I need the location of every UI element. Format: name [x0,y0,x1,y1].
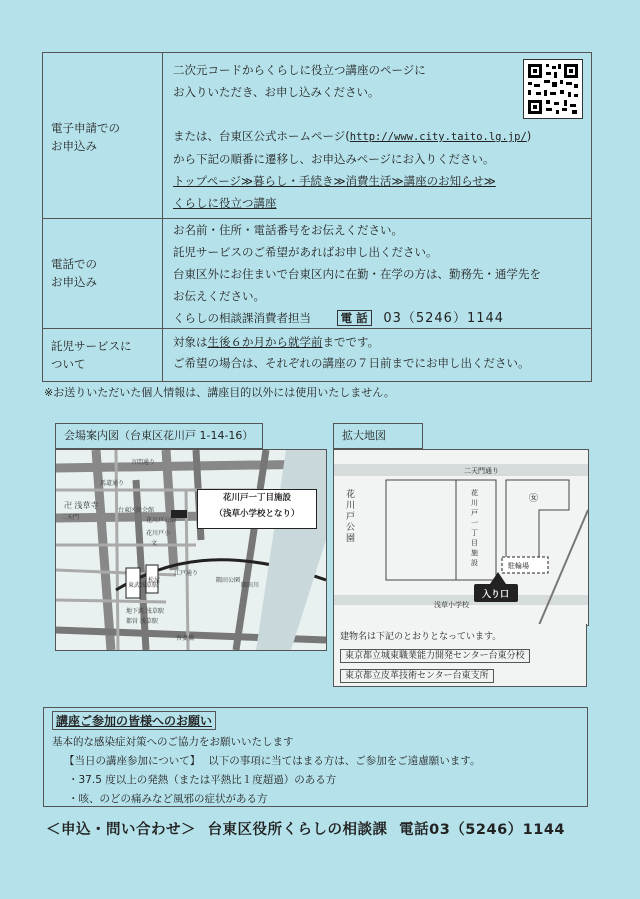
online-application-row [43,53,591,218]
building-name-2: 東京都立皮革技術センター台東支所 [340,669,494,683]
online-application-content: 二次元コードからくらしに役立つ講座のページに お入りいただき、お申し込みください。 または、台東区公式ホームページ(http://www.city.taito.lg.jp/) から下記の順番に遷移し、お申込みページにお入りください。 トップページ≫暮らし・手続き≫消費生活≫講座のお知らせ≫ くらしに役立つ講座 [173,59,583,214]
venue-map-title: 会場案内図（台東区花川戸 1-14-16） [55,423,263,449]
building-name-note: 建物名は下記のとおりとなっています。 東京都立城東職業能力開発センター台東分校 東京都立皮革技術センター台東支所 [333,624,587,687]
course-page-link[interactable]: くらしに役立つ講座 [173,196,277,210]
phone-number[interactable]: 03（5246）1144 [383,311,505,326]
online-application-label: 電子申請での お申込み [43,53,163,218]
footer-phone[interactable]: 電話03（5246）1144 [399,822,566,838]
phone-application-label: 電話での お申込み [43,219,163,328]
entrance-label: 入り口 [482,590,510,600]
contact-footer: ＜申込・問い合わせ＞ 台東区役所くらしの相談課 電話03（5246）1144 [46,822,566,838]
enlarged-map: 二天門通り 花川戸公園 花川戸一丁目施設 駐輪場 ㊛ 浅草小学校 入り口 [333,449,589,626]
childcare-row [43,328,591,381]
privacy-note: ※お送りいただいた個人情報は、講座目的以外には使用いたしません。 [44,386,395,399]
venue-map-roads [56,450,326,650]
childcare-content: 対象は生後６か月から就学前までです。 ご希望の場合は、それぞれの講座の７日前までにお申し出ください。 [173,335,530,370]
childcare-label: 託児サービスに ついて [43,329,163,381]
enlarged-map-roads [334,450,588,625]
enlarged-map-title: 拡大地図 [333,423,423,449]
navigation-path: トップページ≫暮らし・手続き≫消費生活≫講座のお知らせ≫ [173,174,496,188]
phone-label: 電 話 [337,310,372,326]
contact-department: くらしの相談課消費者担当 [173,311,311,325]
qr-code[interactable] [523,59,583,119]
venue-map: 言問通り 馬道通り 卍 浅草寺 二天門 台東区民会館 花川戸公園 花川戸小 文 江戸通り 隅田公園 隅田川 東武浅草駅 松屋 地下鉄 浅草駅 都営 浅草駅 吾妻橋 [55,449,327,651]
building-name-1: 東京都立城東職業能力開発センター台東分校 [340,649,530,663]
phone-application-row [43,218,591,328]
notice-heading: 講座ご参加の皆様へのお願い [52,711,216,730]
venue-callout: 花川戸一丁目施設 （浅草小学校となり） [197,489,317,529]
application-table [42,52,592,382]
phone-application-content: お名前・住所・電話番号をお伝えください。 託児サービスのご希望があればお申し出ください。 台東区外にお住まいで台東区内に在勤・在学の方は、勤務先・通学先を お伝えください。 くらしの相談課消費者担当 電 話 03（5246）1144 [173,223,541,326]
city-website-link[interactable]: http://www.city.taito.lg.jp/ [349,131,527,143]
participant-notice: 講座ご参加の皆様へのお願い 基本的な感染症対策へのご協力をお願いいたします 【当日の講座参加について】 以下の事項に当てはまる方は、ご参加をご遠慮願います。 ・37.5 度以上の発熱（または平熱比１度超過）のある方 ・咳、のどの痛みなど風邪の症状がある方 [43,707,588,807]
